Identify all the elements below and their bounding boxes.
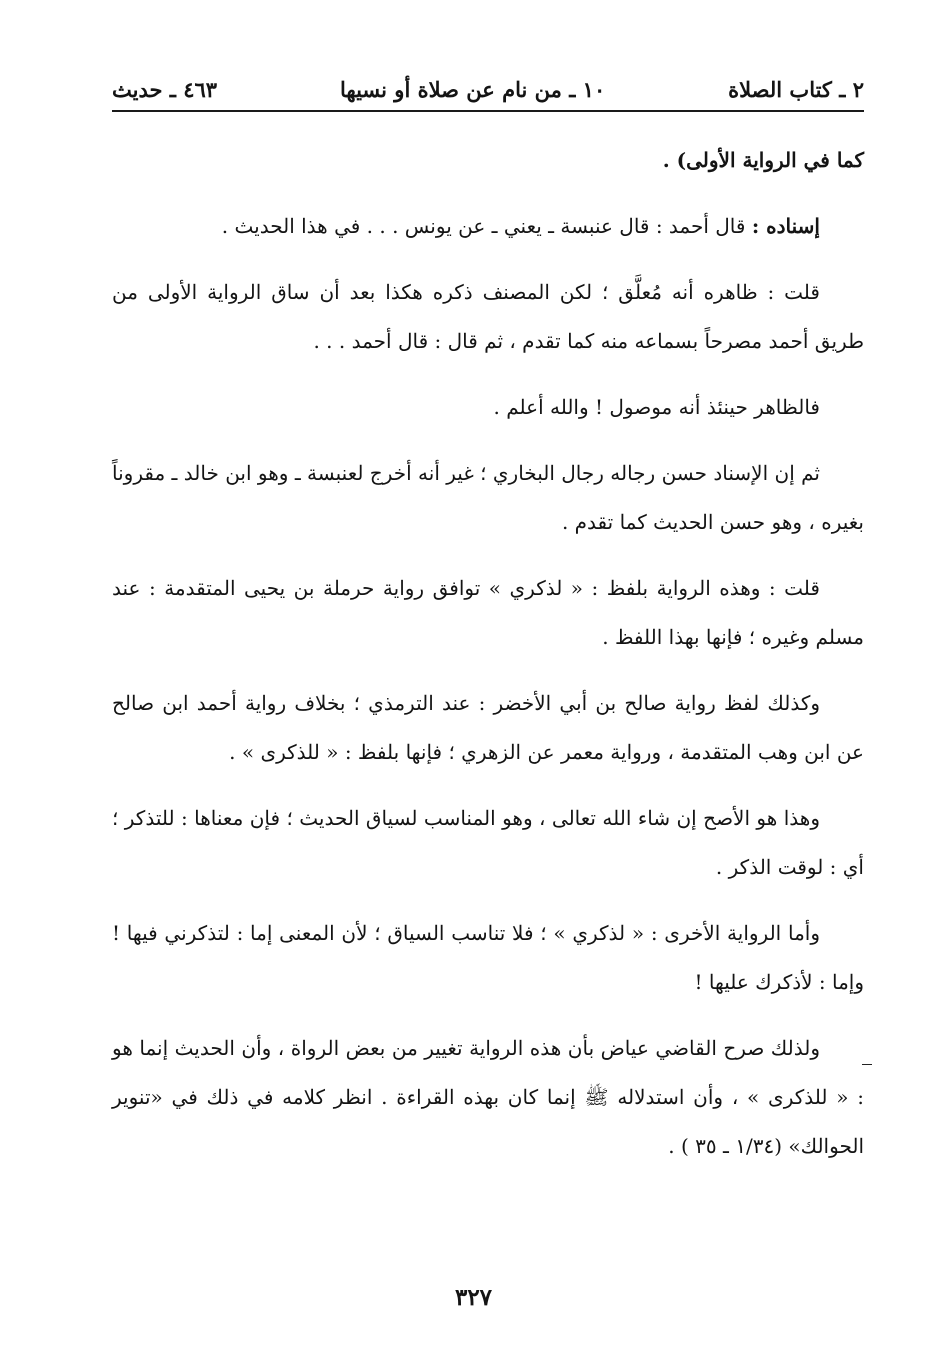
body-text bbox=[112, 136, 864, 1188]
paragraph-text: ثم إن الإسناد حسن رجاله رجال البخاري ؛ غير أنه أخرج لعنبسة ـ وهو ابن خالد ـ مقروناً بغيره ، وهو حسن الحديث كما تقدم . bbox=[112, 461, 864, 534]
paragraph-text: وهذا هو الأصح إن شاء الله تعالى ، وهو المناسب لسياق الحديث ؛ فإن معناها : للتذكر ؛ أي : لوقت الذكر . bbox=[112, 806, 864, 879]
paragraph bbox=[112, 383, 864, 432]
paragraph-text: قلت : ظاهره أنه مُعلَّق ؛ لكن المصنف ذكره هكذا بعد أن ساق الرواية الأولى من طريق أحمد مصرحاً بسماعه منه كما تقدم ، ثم قال : قال أحمد . . . bbox=[112, 280, 864, 353]
running-header bbox=[112, 72, 864, 106]
paragraph bbox=[112, 794, 864, 892]
paragraph bbox=[112, 449, 864, 547]
paragraph bbox=[112, 268, 864, 366]
page-number: ٣٢٧ bbox=[454, 1284, 493, 1311]
header-chapter: ٢ ـ كتاب الصلاة bbox=[728, 76, 864, 102]
paragraph-text: وأما الرواية الأخرى : « لذكري » ؛ فلا تناسب السياق ؛ لأن المعنى إما : لتذكرني فيها ! وإما : لأذكرك عليها ! bbox=[112, 921, 864, 994]
paragraph bbox=[112, 136, 864, 185]
paragraph-text: قال أحمد : قال عنبسة ـ يعني ـ عن يونس . . . في هذا الحديث . bbox=[221, 214, 752, 238]
margin-mark bbox=[862, 1064, 872, 1065]
paragraph bbox=[112, 909, 864, 1007]
paragraph bbox=[112, 1024, 864, 1171]
header-section: ١٠ ـ من نام عن صلاة أو نسيها bbox=[340, 76, 606, 102]
paragraph bbox=[112, 564, 864, 662]
paragraph bbox=[112, 679, 864, 777]
header-hadith-number: ٤٦٣ ـ حديث bbox=[112, 76, 218, 102]
paragraph-text: كما في الرواية الأولى) . bbox=[662, 148, 864, 172]
paragraph-lead: إسناده : bbox=[751, 214, 820, 238]
paragraph-text: ولذلك صرح القاضي عياض بأن هذه الرواية تغيير من بعض الرواة ، وأن الحديث إنما هو : « للذكرى » ، وأن استدلاله ﷺ إنما كان بهذه القراءة . انظر كلامه في ذلك في «تنوير الحوالك» (١/٣٤ ـ ٣٥ ) . bbox=[112, 1036, 864, 1158]
paragraph-text: فالظاهر حينئذ أنه موصول ! والله أعلم . bbox=[493, 395, 820, 419]
paragraph-text: قلت : وهذه الرواية بلفظ : « لذكري » توافق رواية حرملة بن يحيى المتقدمة : عند مسلم وغيره ؛ فإنها بهذا اللفظ . bbox=[112, 576, 864, 649]
paragraph-text: وكذلك لفظ رواية صالح بن أبي الأخضر : عند الترمذي ؛ بخلاف رواية أحمد ابن صالح عن ابن وهب المتقدمة ، ورواية معمر عن الزهري ؛ فإنها بلفظ : « للذكرى » . bbox=[112, 691, 864, 764]
header-divider bbox=[112, 110, 864, 112]
paragraph bbox=[112, 202, 864, 251]
